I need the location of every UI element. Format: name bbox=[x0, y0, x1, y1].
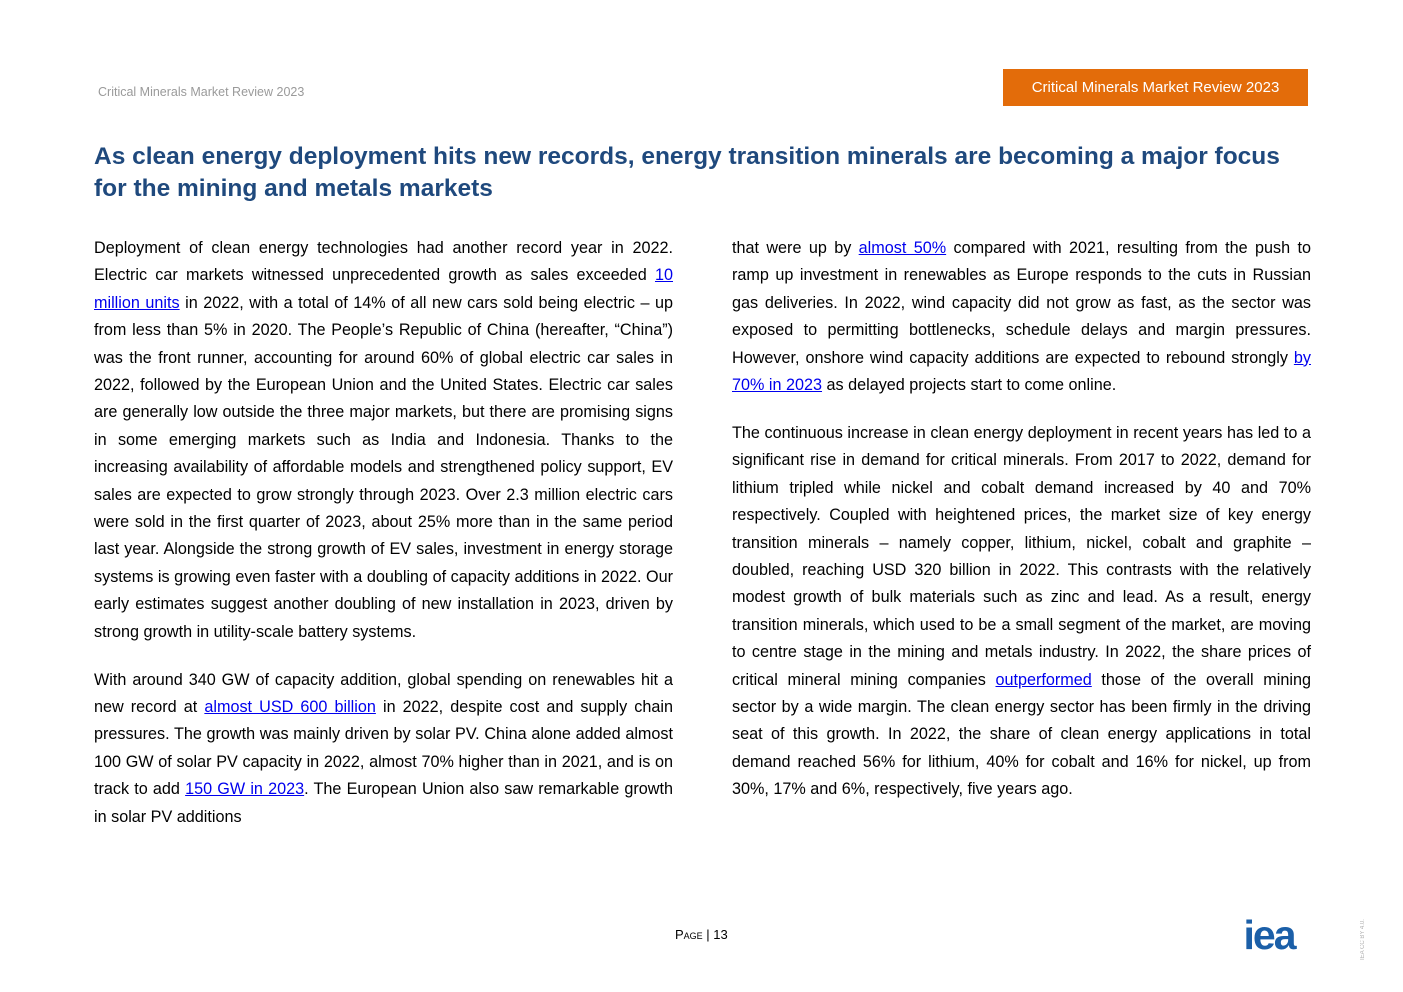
page-number bbox=[675, 927, 728, 942]
link-almost-usd-600-billion[interactable]: almost USD 600 billion bbox=[204, 698, 376, 716]
text-segment: compared with 2021, resulting from the push to ramp up investment in renewables as Europe responds to the cuts in Russian gas deliveries. In 2022, wind capacity did not grow as fast, as the sector was exposed to permitting bottlenecks, schedule delays and margin pressures. However, onshore wind capacity additions are expected to rebound strongly bbox=[732, 239, 1312, 367]
text-segment: The continuous increase in clean energy deployment in recent years has led to a significant rise in demand for critical minerals. From 2017 to 2022, demand for lithium tripled while nickel and cobalt demand increased by 40 and 70% respectively. Coupled with heightened prices, the market size of key energy transition minerals – namely copper, lithium, nickel, cobalt and graphite – doubled, reaching USD 320 billion in 2022. This contrasts with the relatively modest growth of bulk materials such as zinc and lead. As a result, energy transition minerals, which used to be a small segment of the market, are moving to centre stage in the mining and metals industry. In 2022, the share prices of critical mineral mining companies bbox=[732, 423, 1311, 689]
link-outperformed[interactable]: outperformed bbox=[995, 670, 1092, 689]
text-segment: in 2022, with a total of 14% of all new cars sold being electric – up from less than 5% in 2020. The People’s Republic of China (hereafter, “China”) was the front runner, accounting for around 60% of global electric car sales in 2022, followed by the European Union and the United States. Electric car sales are generally low outside the three major markets, but there are promising signs in some emerging markets such as India and Indonesia. Thanks to the increasing availability of affordable models and strengthened policy support, EV sales are expected to grow strongly through 2023. Over 2.3 million electric cars were sold in the first quarter of 2023, about 25% more than in the same period last year. Alongside the strong growth of EV sales, investment in energy storage systems is growing even faster with a doubling of capacity additions in 2022. Our early estimates suggest another doubling of new installation in 2023, driven by strong growth in utility-scale battery systems. bbox=[94, 293, 673, 641]
text-segment: Deployment of clean energy technologies had another record year in 2022. Electric car markets witnessed unprecedented growth as sales exceeded bbox=[94, 239, 673, 285]
link-almost-50-percent[interactable]: almost 50% bbox=[858, 239, 947, 257]
text-segment: those of the overall mining sector by a wide margin. The clean energy sector has been firmly in the driving seat of this growth. In 2022, the share of clean energy applications in total demand reached 56% for lithium, 40% for cobalt and 16% for nickel, up from 30%, 17% and 6%, respectively, five years ago. bbox=[732, 670, 1311, 799]
text-segment: . The European Union also saw remarkable growth in solar PV additions bbox=[94, 780, 673, 826]
link-150-gw-in-2023[interactable]: 150 GW in 2023 bbox=[185, 780, 305, 799]
left-column bbox=[94, 235, 673, 852]
right-column bbox=[732, 235, 1311, 824]
text-segment: in 2022, despite cost and supply chain pressures. The growth was mainly driven by solar PV. China alone added almost 100 GW of solar PV capacity in 2022, almost 70% higher than in 2021, and is on track to add bbox=[94, 698, 674, 799]
link-by-70-percent-in-2023[interactable]: by 70% in 2023 bbox=[732, 348, 1311, 395]
report-title-badge: Critical Minerals Market Review 2023 bbox=[1003, 69, 1308, 106]
text-segment: that were up by bbox=[732, 239, 859, 257]
license-note: IEA CC BY 4.0. bbox=[1360, 919, 1366, 960]
iea-logo-text: iea bbox=[1243, 918, 1295, 952]
link-10-million-units[interactable]: 10 million units bbox=[94, 266, 673, 312]
text-segment: With around 340 GW of capacity addition, global spending on renewables hit a new record at bbox=[94, 670, 673, 716]
paragraph-critical-minerals-demand bbox=[732, 420, 1311, 804]
page-separator: | bbox=[702, 927, 714, 942]
page-label: Page bbox=[675, 927, 703, 942]
iea-logo-icon bbox=[1229, 918, 1309, 952]
page-headline: As clean energy deployment hits new records, energy transition minerals are becoming a major focus for the mining and metals markets bbox=[94, 143, 1280, 202]
paragraph-renewables-spending bbox=[94, 667, 673, 831]
paragraph-ev-deployment bbox=[94, 235, 673, 646]
running-title: Critical Minerals Market Review 2023 bbox=[98, 85, 305, 99]
page-number-value: 13 bbox=[713, 927, 728, 942]
paragraph-eu-solar-wind bbox=[732, 235, 1311, 399]
text-segment: as delayed projects start to come online. bbox=[822, 376, 1117, 395]
